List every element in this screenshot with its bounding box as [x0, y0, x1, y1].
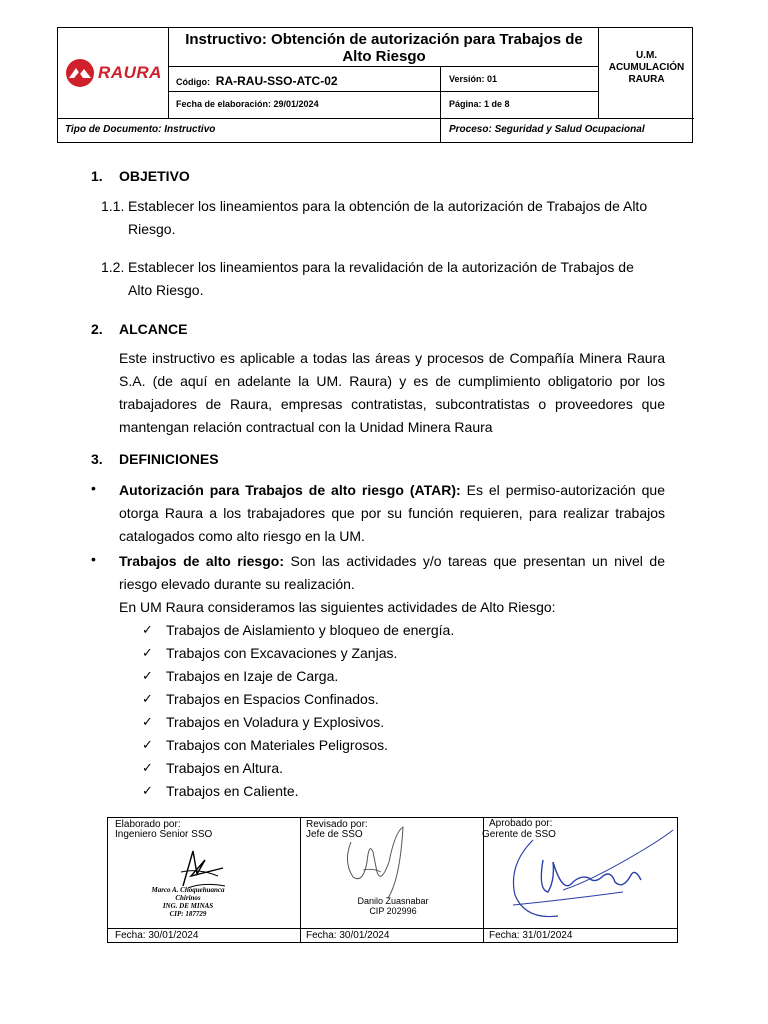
- activities-intro: En UM Raura consideramos las siguientes actividades de Alto Riesgo:: [119, 599, 556, 615]
- elaborado-date: Fecha: 30/01/2024: [115, 930, 199, 941]
- section-2-title: ALCANCE: [119, 321, 188, 337]
- definition-trabajos-term: Trabajos de alto riesgo:: [119, 553, 284, 569]
- definition-atar-text: Es el permiso-autorización que otorga Raura a los trabajadores que por su función requieren, para realizar trabajos catalogados como alto riesgo en la UM.: [119, 482, 665, 544]
- elaborado-stamp: [138, 886, 238, 918]
- um-line1: U.M.: [635, 50, 658, 61]
- mountain-logo-icon: [65, 58, 95, 88]
- signature-table: [107, 817, 678, 943]
- checkmark-icon: ✓: [142, 645, 153, 660]
- raura-logo: [58, 28, 169, 118]
- activity-item: Trabajos en Izaje de Carga.: [166, 668, 339, 684]
- codigo-label: Código:: [176, 77, 210, 87]
- revisado-date: Fecha: 30/01/2024: [306, 930, 390, 941]
- um-line2: ACUMULACIÓN: [608, 62, 685, 73]
- aprobado-label: Aprobado por:: [489, 818, 553, 829]
- definition-trabajos-text: Son las actividades y/o tareas que presentan un nivel de riesgo elevado durante su realización.: [119, 553, 665, 592]
- item-1-2-line1: Establecer los lineamientos para la revalidación de la autorización de Trabajos de: [128, 259, 634, 275]
- item-1-1-line2: Riesgo.: [128, 221, 176, 237]
- checkmark-icon: ✓: [142, 760, 153, 775]
- bullet-icon: •: [91, 480, 96, 496]
- activity-item: Trabajos en Voladura y Explosivos.: [166, 714, 385, 730]
- activity-item: Trabajos en Espacios Confinados.: [166, 691, 379, 707]
- aprobado-date: Fecha: 31/01/2024: [489, 930, 573, 941]
- item-1-2-line2: Alto Riesgo.: [128, 282, 204, 298]
- item-1-1-line1: Establecer los lineamientos para la obtención de la autorización de Trabajos de Alto: [128, 198, 648, 214]
- definition-atar: [119, 479, 665, 548]
- elaborado-role: Ingeniero Senior SSO: [115, 829, 213, 840]
- bullet-icon: •: [91, 551, 96, 567]
- pagina-cell: Página: 1 de 8: [449, 99, 510, 109]
- item-1-1-number: 1.1.: [101, 198, 125, 214]
- stamp-name: Marco A. Choquehuanca Chirinos: [151, 886, 225, 902]
- definition-trabajos: [119, 550, 665, 596]
- document-title: Instructivo: Obtención de autorización para Trabajos de Alto Riesgo: [185, 31, 583, 65]
- aprobado-role: Gerente de SSO: [482, 829, 556, 840]
- tipo-documento-cell: Tipo de Documento: Instructivo: [65, 124, 216, 135]
- checkmark-icon: ✓: [142, 714, 153, 729]
- section-2-number: 2.: [91, 321, 103, 337]
- codigo-cell: [176, 74, 338, 88]
- checkmark-icon: ✓: [142, 668, 153, 683]
- activity-item: Trabajos con Materiales Peligrosos.: [166, 737, 389, 753]
- activity-item: Trabajos con Excavaciones y Zanjas.: [166, 645, 398, 661]
- alcance-paragraph: Este instructivo es aplicable a todas las áreas y procesos de Compañía Minera Raura S.A. (de aquí en adelante la UM. Raura) y es de cumplimiento obligatorio por los trabajadores de Raura, empresas contratistas, subcontratistas o proveedores que mantengan relación contractual con la Unidad Minera Raura: [119, 350, 665, 435]
- fecha-elaboracion-cell: Fecha de elaboración: 29/01/2024: [176, 99, 319, 109]
- stamp-cip: CIP: 187729: [169, 910, 207, 918]
- version-cell: Versión: 01: [449, 74, 498, 84]
- revisado-signature-icon: [333, 822, 413, 902]
- document-header: [57, 27, 693, 143]
- elaborado-label: Elaborado por:: [115, 819, 181, 830]
- revisado-cip: CIP 202996: [369, 906, 417, 916]
- activity-item: Trabajos en Altura.: [166, 760, 283, 776]
- checkmark-icon: ✓: [142, 691, 153, 706]
- revisado-name: Danilo Zuasnabar: [357, 896, 429, 906]
- activity-item: Trabajos en Caliente.: [166, 783, 299, 799]
- aprobado-signature-icon: [503, 820, 678, 926]
- activity-item: Trabajos de Aislamiento y bloqueo de energía.: [166, 622, 455, 638]
- section-1-title: OBJETIVO: [119, 168, 190, 184]
- checkmark-icon: ✓: [142, 737, 153, 752]
- definition-atar-term: Autorización para Trabajos de alto riesgo (ATAR):: [119, 482, 461, 498]
- revisado-role: Jefe de SSO: [306, 829, 363, 840]
- section-1-number: 1.: [91, 168, 103, 184]
- logo-text: RAURA: [98, 63, 162, 82]
- section-3-number: 3.: [91, 451, 103, 467]
- revisado-label: Revisado por:: [306, 819, 368, 830]
- checkmark-icon: ✓: [142, 622, 153, 637]
- proceso-cell: Proceso: Seguridad y Salud Ocupacional: [449, 124, 645, 135]
- item-1-2-number: 1.2.: [101, 259, 125, 275]
- section-3-title: DEFINICIONES: [119, 451, 219, 467]
- stamp-title: ING. DE MINAS: [162, 902, 214, 910]
- elaborado-signature-icon: [163, 846, 233, 891]
- checkmark-icon: ✓: [142, 783, 153, 798]
- codigo-value: RA-RAU-SSO-ATC-02: [215, 74, 338, 88]
- um-line3: RAURA: [628, 74, 665, 85]
- unidad-minera-cell: [599, 50, 694, 86]
